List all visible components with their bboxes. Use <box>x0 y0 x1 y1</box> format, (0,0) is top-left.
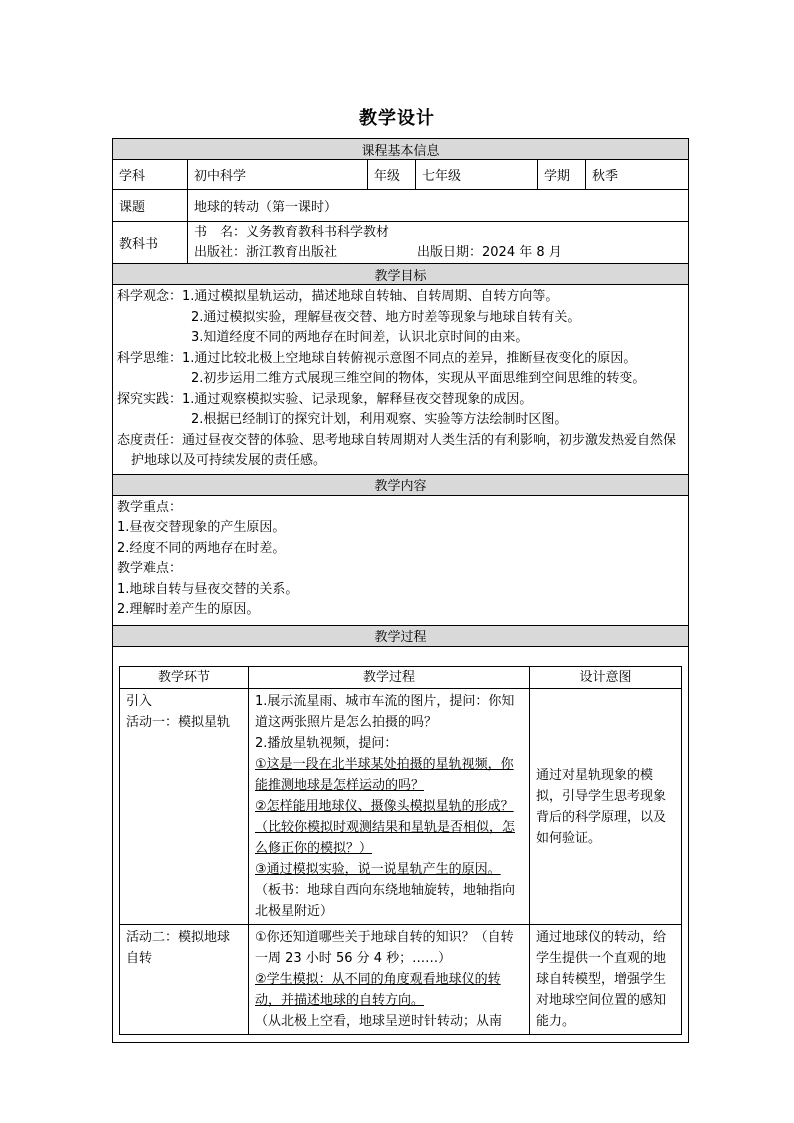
topic-label: 课题 <box>113 190 188 222</box>
stage-cell <box>120 689 249 925</box>
objective-line: 探究实践：1.通过观察模拟实验、记录现象，解释昼夜交替现象的成因。 <box>117 391 533 407</box>
textbook-name: 书 名：义务教育教科书科学教材 <box>194 224 390 240</box>
steps-cell <box>249 925 530 1035</box>
content-body <box>113 495 689 625</box>
step-text: ①这是一段在北半球某处拍摄的星轨视频，你能推测地球是怎样运动的吗？ <box>255 757 514 793</box>
table-row <box>120 925 682 1035</box>
textbook-publisher-line <box>194 243 682 263</box>
intent-cell: 通过地球仪的转动，给学生提供一个直观的地球自转模型，增强学生对地球空间位置的感知能力。 <box>530 925 682 1035</box>
step-text: （从北极上空看，地球呈逆时针转动；从南 <box>255 1014 503 1029</box>
objective-line: 2.通过模拟实验，理解昼夜交替、地方时差等现象与地球自转有关。 <box>191 309 581 325</box>
basic-info-header: 课程基本信息 <box>113 139 689 160</box>
process-table <box>119 666 682 1035</box>
content-line: 教学难点： <box>117 561 183 576</box>
content-line: 2.理解时差产生的原因。 <box>117 602 260 617</box>
objective-line: 科学思维：1.通过比较北极上空地球自转俯视示意图不同点的差异，推断昼夜变化的原因。 <box>117 350 637 366</box>
textbook-publisher: 出版社：浙江教育出版社 <box>194 244 338 260</box>
subject-value: 初中科学 <box>188 160 368 190</box>
stage-label: 活动一：模拟星轨 <box>126 715 231 730</box>
steps-cell <box>249 689 530 925</box>
objectives-header: 教学目标 <box>113 264 689 285</box>
topic-value: 地球的转动（第一课时） <box>188 190 689 222</box>
grade-value: 七年级 <box>416 160 538 190</box>
step-text: ②怎样能用地球仪、摄像头模拟星轨的形成？（比较你模拟时观测结果和星轨是否相似，怎么修正你的模拟？） <box>255 799 516 856</box>
step-text: （板书：地球自西向东绕地轴旋转，地轴指向北极星附近） <box>255 883 516 919</box>
step-text: ①你还知道哪些关于地球自转的知识？（自转一周 23 小时 56 分 4 秒；……） <box>255 930 514 966</box>
objectives-body <box>113 285 689 475</box>
stage-label: 引入 <box>126 694 153 709</box>
step-text: 2.播放星轨视频，提问： <box>255 736 398 751</box>
objective-line: 3.知道经度不同的两地存在时间差，认识北京时间的由来。 <box>191 330 529 345</box>
content-line: 1.地球自转与昼夜交替的关系。 <box>117 581 299 597</box>
content-line: 2.经度不同的两地存在时差。 <box>117 540 286 556</box>
objective-line: 2.根据已经制订的探究计划，利用观察、实验等方法绘制时区图。 <box>191 412 568 427</box>
page-title: 教学设计 <box>359 108 435 129</box>
table-row <box>120 689 682 925</box>
stage-cell: 活动二：模拟地球自转 <box>120 925 249 1035</box>
subject-label: 学科 <box>113 160 188 190</box>
process-col-steps: 教学过程 <box>249 667 530 689</box>
textbook-label: 教科书 <box>113 222 188 264</box>
step-text: ②学生模拟：从不同的角度观看地球仪的转动，并描述地球的自转方向。 <box>255 972 501 1008</box>
content-line: 教学重点： <box>117 499 183 515</box>
grade-label: 年级 <box>368 160 416 190</box>
process-col-stage: 教学环节 <box>120 667 249 689</box>
objective-line: 科学观念：1.通过模拟星轨运动，描述地球自转轴、自转周期、自转方向等。 <box>117 289 559 304</box>
step-text: 1.展示流星雨、城市车流的图片，提问：你知道这两张照片是怎么拍摄的吗？ <box>255 694 515 730</box>
process-header: 教学过程 <box>113 625 689 646</box>
objective-line: 态度责任：通过昼夜交替的体验、思考地球自转周期对人类生活的有利影响，初步激发热爱自然保护地球以及可持续发展的责任感。 <box>117 432 677 468</box>
objective-line: 2.初步运用二维方式展现三维空间的物体，实现从平面思维到空间思维的转变。 <box>191 371 646 386</box>
term-value: 秋季 <box>586 160 689 190</box>
term-label: 学期 <box>538 160 586 190</box>
content-line: 1.昼夜交替现象的产生原因。 <box>117 520 286 535</box>
process-col-intent: 设计意图 <box>530 667 682 689</box>
intent-cell: 通过对星轨现象的模拟，引导学生思考现象背后的科学原理，以及如何验证。 <box>530 689 682 925</box>
textbook-pub-date: 出版日期：2024 年 8 月 <box>417 244 562 260</box>
content-header: 教学内容 <box>113 474 689 495</box>
step-text: ③通过模拟实验，说一说星轨产生的原因。 <box>255 862 501 877</box>
